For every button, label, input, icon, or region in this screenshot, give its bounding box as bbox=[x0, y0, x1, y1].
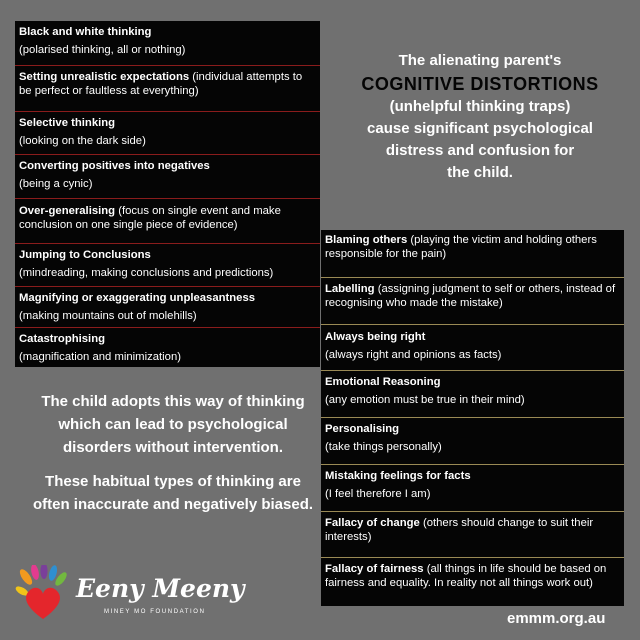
right-distortions-panel bbox=[321, 230, 624, 606]
item-term: Selective thinking bbox=[19, 117, 116, 129]
item-desc: (any emotion must be true in their mind) bbox=[325, 393, 525, 406]
left-list-item bbox=[15, 327, 320, 367]
right-list-item bbox=[321, 464, 624, 511]
right-list-item bbox=[321, 511, 624, 557]
right-list-item bbox=[321, 370, 624, 417]
left-distortions-panel bbox=[15, 21, 320, 367]
left-list-item bbox=[15, 198, 320, 243]
item-term: Black and white thinking bbox=[19, 26, 152, 38]
left-list-item bbox=[15, 154, 320, 198]
logo-tagline: MINEY MO FOUNDATION bbox=[104, 609, 206, 615]
left-list-item bbox=[15, 111, 320, 154]
item-desc: (others should change to suit their interests) bbox=[325, 517, 594, 543]
item-term: Always being right bbox=[325, 331, 426, 343]
right-list-item bbox=[321, 417, 624, 464]
item-desc: (take things personally) bbox=[325, 440, 442, 453]
item-desc: (being a cynic) bbox=[19, 177, 93, 190]
eeny-meeny-logo[interactable] bbox=[14, 565, 245, 625]
headline bbox=[325, 50, 635, 184]
right-list-item bbox=[321, 324, 624, 370]
left-list-item bbox=[15, 65, 320, 111]
item-desc: (all things in life should be based on fairness and equality. In reality not all things work out) bbox=[325, 563, 607, 589]
item-desc: (individual attempts to be perfect or faultless at everything) bbox=[19, 71, 303, 97]
logo-name: Eeny Meeny bbox=[76, 574, 245, 603]
item-term: Personalising bbox=[325, 423, 400, 435]
headline-line-6: the child. bbox=[447, 164, 513, 181]
heart-hands-icon bbox=[14, 565, 76, 623]
item-term: Mistaking feelings for facts bbox=[325, 470, 471, 482]
item-desc: (always right and opinions as facts) bbox=[325, 348, 502, 361]
headline-line-3: (unhelpful thinking traps) bbox=[389, 98, 571, 115]
child-impact-paragraph-2: These habitual types of thinking are often inaccurate and negatively biased. bbox=[32, 473, 314, 513]
child-impact-text bbox=[28, 390, 318, 516]
item-desc: (focus on single event and make conclusion on one single piece of evidence) bbox=[19, 205, 281, 231]
item-term: Fallacy of change bbox=[325, 517, 420, 529]
item-term: Converting positives into negatives bbox=[19, 160, 210, 172]
item-term: Emotional Reasoning bbox=[325, 376, 441, 388]
right-list-item bbox=[321, 230, 624, 277]
item-term: Magnifying or exaggerating unpleasantness bbox=[19, 292, 256, 304]
item-desc: (playing the victim and holding others responsible for the pain) bbox=[325, 234, 597, 260]
left-list-item bbox=[15, 243, 320, 286]
item-desc: (assigning judgment to self or others, instead of recognising who made the mistake) bbox=[325, 283, 616, 309]
right-list-item bbox=[321, 277, 624, 324]
headline-line-1: The alienating parent's bbox=[398, 52, 562, 69]
left-list-item bbox=[15, 21, 320, 65]
headline-line-5: distress and confusion for bbox=[385, 142, 575, 159]
headline-title: COGNITIVE DISTORTIONS bbox=[361, 74, 599, 94]
item-term: Setting unrealistic expectations bbox=[19, 71, 190, 83]
left-list-item bbox=[15, 286, 320, 327]
item-term: Catastrophising bbox=[19, 333, 105, 345]
item-desc: (looking on the dark side) bbox=[19, 134, 146, 147]
item-desc: (polarised thinking, all or nothing) bbox=[19, 43, 186, 56]
child-impact-paragraph-1: The child adopts this way of thinking which can lead to psychological disorders without intervention. bbox=[41, 393, 305, 456]
right-list-item bbox=[321, 557, 624, 606]
item-term: Jumping to Conclusions bbox=[19, 249, 151, 261]
item-desc: (making mountains out of molehills) bbox=[19, 309, 197, 322]
item-desc: (magnification and minimization) bbox=[19, 350, 181, 363]
item-desc: (I feel therefore I am) bbox=[325, 487, 431, 500]
item-desc: (mindreading, making conclusions and predictions) bbox=[19, 266, 274, 279]
website-url[interactable]: emmm.org.au bbox=[507, 610, 606, 627]
item-term: Labelling bbox=[325, 283, 375, 295]
headline-line-4: cause significant psychological bbox=[367, 120, 593, 137]
item-term: Fallacy of fairness bbox=[325, 563, 424, 575]
item-term: Blaming others bbox=[325, 234, 408, 246]
item-term: Over-generalising bbox=[19, 205, 116, 217]
